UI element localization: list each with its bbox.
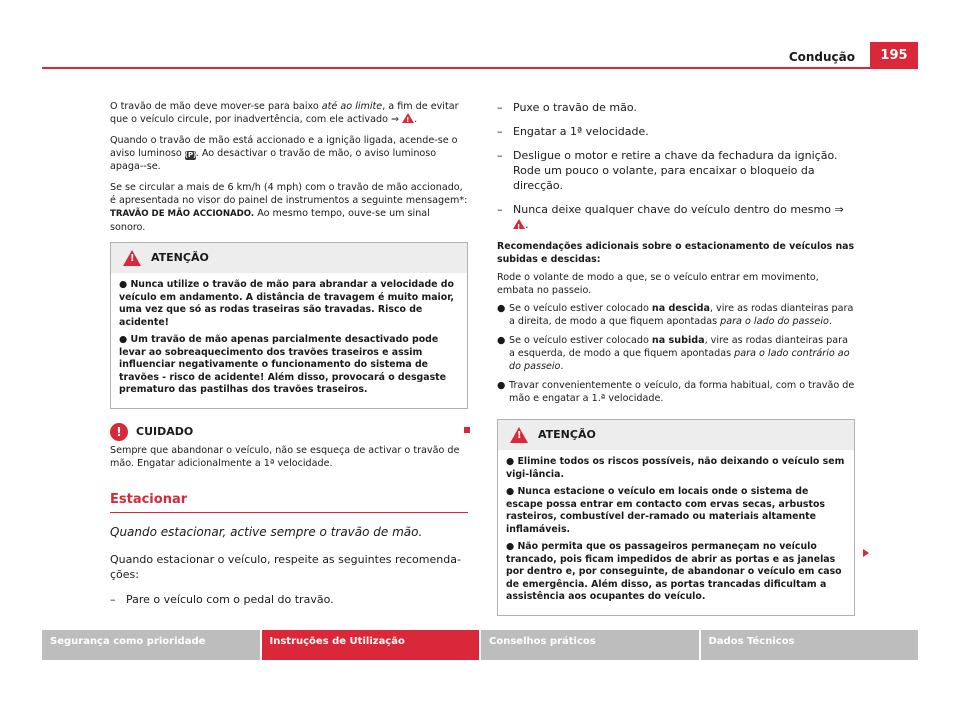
header-rule [42, 67, 918, 69]
section-title: Estacionar [110, 492, 468, 513]
warning-item: ● Um travão de mão apenas parcialmente desactivado pode levar ao sobreaquecimento dos travões traseiros e assim influenciar negativamente o funcionamento do sistema de travões - risco de acidente! Além disso, provocará o desgaste prematuro das pastilhas dos travões traseiros. [119, 334, 447, 395]
caution-text: Sempre que abandonar o veículo, não se esqueça de activar o travão de mão. Engatar adicionalmente a 1ª velocidade. [110, 444, 460, 469]
footer-tab-technical[interactable]: Dados Técnicos [701, 630, 919, 660]
warning-header [111, 243, 467, 273]
warning-triangle-icon[interactable] [402, 113, 414, 123]
paragraph-warning-lamp: Quando o travão de mão está accionado e a ignição ligada, acende-se o aviso luminoso (P). Ao desactivar o travão de mão, o aviso luminoso apaga--se. [110, 135, 458, 172]
warning-triangle-icon [510, 427, 528, 443]
paragraph-steering: Rode o volante de modo a que, se o veículo entrar em movimento, embata no passeio. [497, 272, 819, 296]
warning-body [111, 273, 467, 408]
footer-tab-safety[interactable]: Segurança como prioridade [42, 630, 260, 660]
section-end-marker [464, 427, 470, 433]
page-number: 195 [870, 42, 918, 68]
warning-item: ● Nunca utilize o travão de mão para abrandar a velocidade do veículo em andamento. A distância de travagem é muito maior, uma vez que só as rodas traseiras são travadas. Risco de acidente! [119, 279, 454, 328]
caution-header [110, 423, 468, 441]
step-item: – Desligue o motor e retire a chave da fechadura da ignição. Rode um pouco o volante, para encaixar o bloqueio da direcção. [497, 149, 838, 192]
footer-nav [42, 630, 918, 660]
warning-triangle-icon [123, 250, 141, 266]
left-column [110, 100, 468, 616]
warning-box-right [497, 419, 855, 616]
warning-body [498, 450, 854, 615]
paragraph-display-message: Se se circular a mais de 6 km/h (4 mph) com o travão de mão accionado, é apresentada no visor do painel de instrumentos a seguinte mensagem*: TRAVÃO DE MÃO ACCIONADO. Ao mesmo tempo, ouve-se um sinal sonoro. [110, 182, 468, 233]
step-item: – Pare o veículo com o pedal do travão. [110, 592, 334, 606]
chapter-title: Condução [788, 50, 855, 64]
continue-arrow-icon [863, 549, 869, 557]
warning-title: ATENÇÃO [538, 428, 596, 441]
step-item: – Nunca deixe qualquer chave do veículo dentro do mesmo ⇒ !. [497, 202, 855, 232]
bullet-item: ● Travar convenientemente o veículo, da forma habitual, com o travão de mão e engatar a 1.ª velocidade. [497, 380, 855, 404]
bullet-item: ● Se o veículo estiver colocado na descida, vire as rodas dianteiras para a direita, de modo a que fiquem apontadas para o lado do passeio. [497, 303, 854, 327]
warning-title: ATENÇÃO [151, 251, 209, 264]
warning-triangle-icon[interactable] [513, 219, 525, 229]
footer-tab-tips[interactable]: Conselhos práticos [481, 630, 699, 660]
right-column [497, 100, 855, 630]
warning-header [498, 420, 854, 450]
subheading-slopes: Recomendações adicionais sobre o estacionamento de veículos nas subidas e descidas: [497, 241, 855, 265]
section-lead: Quando estacionar, active sempre o travão de mão. [110, 524, 423, 539]
warning-item: ● Não permita que os passageiros permaneçam no veículo trancado, pois ficam impedidos de abrir as portas e as janelas por dentro e, por conseguinte, de abandonar o veículo em caso de emergência. Além disso, as portas trancadas dificultam a assistência aos ocupantes do veículo. [506, 541, 842, 602]
caution-icon: ! [110, 423, 128, 441]
warning-box-left [110, 242, 468, 409]
warning-item: ● Elimine todos os riscos possíveis, não deixando o veículo sem vigi-lância. [506, 456, 845, 480]
step-item: – Engatar a 1ª velocidade. [497, 125, 649, 138]
caution-title: CUIDADO [136, 425, 194, 438]
warning-item: ● Nunca estacione o veículo em locais onde o sistema de escape possa entrar em contacto com ervas secas, arbustos rasteiros, combustível der-ramado ou materiais altamente inflamáveis. [506, 486, 825, 535]
step-item: – Puxe o travão de mão. [497, 101, 637, 114]
footer-tab-instructions[interactable]: Instruções de Utilização [262, 630, 480, 660]
bullet-item: ● Se o veículo estiver colocado na subida, vire as rodas dianteiras para a esquerda, de modo a que fiquem apontadas para o lado contrário ao do passeio. [497, 335, 850, 372]
paragraph-parking-intro: Quando estacionar o veículo, respeite as seguintes recomenda-ções: [110, 552, 461, 581]
handbrake-lamp-icon: (P) [184, 151, 197, 159]
paragraph-handbrake-release: O travão de mão deve mover-se para baixo até ao limite, a fim de evitar que o veículo circule, por inadvertência, com ele activado ⇒ !. [110, 100, 468, 126]
